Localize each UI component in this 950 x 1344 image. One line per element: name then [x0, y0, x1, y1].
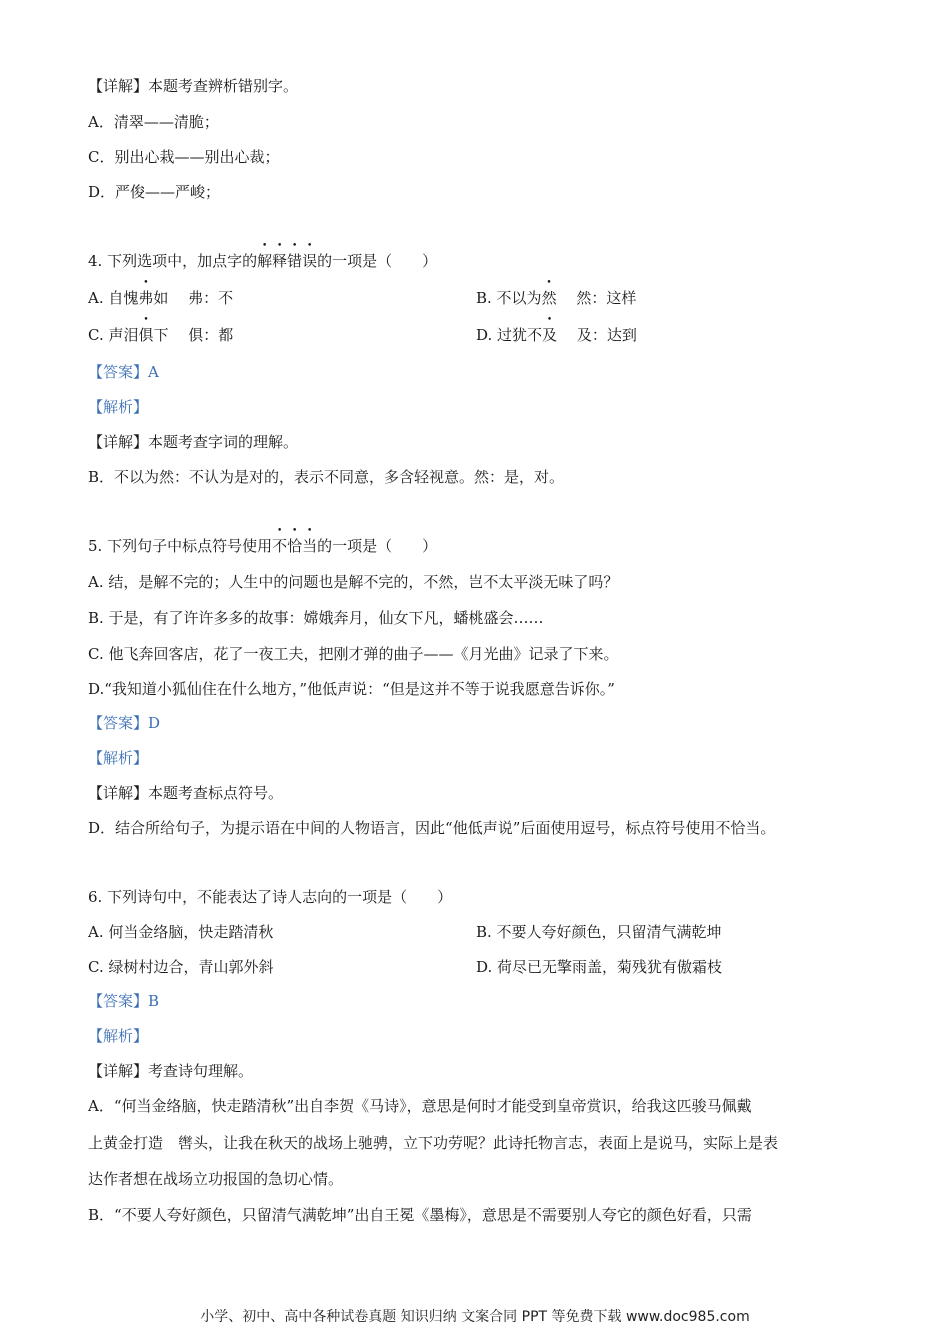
- q5-stem: [88, 536, 437, 556]
- q4-analysis-label: 【解析】: [88, 398, 149, 416]
- q4-detail: 【详解】本题考查字词的理解。: [88, 433, 299, 451]
- q4-option-a-pre: A. 自愧: [88, 289, 139, 307]
- q5-answer: [88, 713, 160, 733]
- q6-option-d: D. 荷尽已无擎雨盖，菊残犹有傲霜枝: [476, 958, 723, 976]
- q4-dotted-char: 解: [257, 252, 273, 270]
- intro-option-c: C．别出心栽——别出心裁；: [88, 148, 280, 166]
- q4-stem: [88, 251, 437, 271]
- q6-option-a: A. 何当金络脑，快走踏清秋: [88, 923, 274, 941]
- intro-detail: 【详解】本题考查辨析错别字。: [88, 77, 299, 95]
- q6-detail: 【详解】考查诗句理解。: [88, 1062, 254, 1080]
- q4-option-b: [476, 288, 636, 308]
- q4-explain-b: B．不以为然：不认为是对的，表示不同意，多含轻视意。然：是，对。: [88, 468, 565, 486]
- q6-explain-a-line-3: 达作者想在战场立功报国的急切心情。: [88, 1170, 344, 1188]
- q5-option-b: B. 于是，有了许许多多的故事：嫦娥奔月，仙女下凡，蟠桃盛会……: [88, 609, 544, 627]
- q4-option-c-post: 下 俱：都: [153, 326, 234, 344]
- q4-option-c-dotted: 俱: [138, 326, 154, 344]
- q5-option-a: A. 结，是解不完的；人生中的问题也是解不完的，不然，岂不太平淡无味了吗？: [88, 573, 619, 591]
- q4-option-a: [88, 288, 233, 308]
- q5-explain-d: D．结合所给句子，为提示语在中间的人物语言，因此“他低声说”后面使用逗号，标点符号使用不恰当。: [88, 819, 776, 837]
- q6-explain-a-line-1: A．“何当金络脑，快走踏清秋”出自李贺《马诗》，意思是何时才能受到皇帝赏识，给我这匹骏马佩戴: [88, 1097, 752, 1115]
- q4-option-d-post: 及：达到: [557, 326, 637, 344]
- q6-explain-b-line-1: B．“不要人夸好颜色，只留清气满乾坤”出自王冕《墨梅》，意思是不需要别人夸它的颜色好看，只需: [88, 1206, 752, 1224]
- page-footer: 小学、初中、高中各种试卷真题 知识归纳 文案合同 PPT 等免费下载 www.doc985.com: [200, 1309, 750, 1325]
- q5-stem-pre: 5. 下列句子中标点符号使用: [88, 537, 273, 555]
- q4-option-c-pre: C. 声泪: [88, 326, 139, 344]
- q4-option-d-pre: D. 过犹不: [476, 326, 543, 344]
- q4-dotted-char: 释: [272, 252, 288, 270]
- q4-option-b-dotted: 然: [541, 289, 557, 307]
- q4-stem-post: 的一项是（ ）: [317, 252, 438, 270]
- q4-option-d-dotted: 及: [542, 326, 558, 344]
- q5-dotted-char: 当: [302, 537, 318, 555]
- q4-option-b-pre: B. 不以为: [476, 289, 542, 307]
- q6-option-c: C. 绿树村边合，青山郭外斜: [88, 958, 274, 976]
- q4-answer: 【答案】A: [88, 363, 159, 381]
- q6-stem: 6. 下列诗句中，不能表达了诗人志向的一项是（ ）: [88, 888, 453, 906]
- intro-option-d: D．严俊——严峻；: [88, 183, 221, 201]
- q6-analysis-label: 【解析】: [88, 1027, 149, 1045]
- q4-option-b-post: 然：这样: [556, 289, 637, 307]
- intro-option-a: A．清翠——清脆；: [88, 113, 219, 131]
- q4-option-c: [88, 325, 233, 345]
- q6-option-b: B. 不要人夸好颜色，只留清气满乾坤: [476, 923, 722, 941]
- q4-option-d: [476, 325, 637, 345]
- q5-answer-text: 【答案】D: [88, 714, 161, 732]
- q5-option-c: C. 他飞奔回客店，花了一夜工夫，把刚才弹的曲子——《月光曲》记录了下来。: [88, 645, 619, 663]
- q4-dotted-char: 错: [287, 252, 303, 270]
- q4-option-a-post: 如 弗：不: [153, 289, 234, 307]
- q5-dotted-char: 恰: [287, 537, 303, 555]
- q5-detail: 【详解】本题考查标点符号。: [88, 784, 284, 802]
- q5-dotted-char: 不: [272, 537, 288, 555]
- q4-stem-pre: 4. 下列选项中，加点字的: [88, 252, 258, 270]
- q4-dotted-char: 误: [302, 252, 318, 270]
- q5-stem-post: 的一项是（ ）: [317, 537, 438, 555]
- q6-explain-a-line-2: 上黄金打造 辔头，让我在秋天的战场上驰骋，立下功劳呢？此诗托物言志，表面上是说马，实际上是表: [88, 1134, 779, 1152]
- q4-option-a-dotted: 弗: [138, 289, 154, 307]
- q6-answer: 【答案】B: [88, 992, 160, 1010]
- q5-analysis-label: 【解析】: [88, 749, 149, 767]
- q5-option-d: D.“我知道小狐仙住在什么地方，”他低声说：“但是这并不等于说我愿意告诉你。”: [88, 680, 615, 698]
